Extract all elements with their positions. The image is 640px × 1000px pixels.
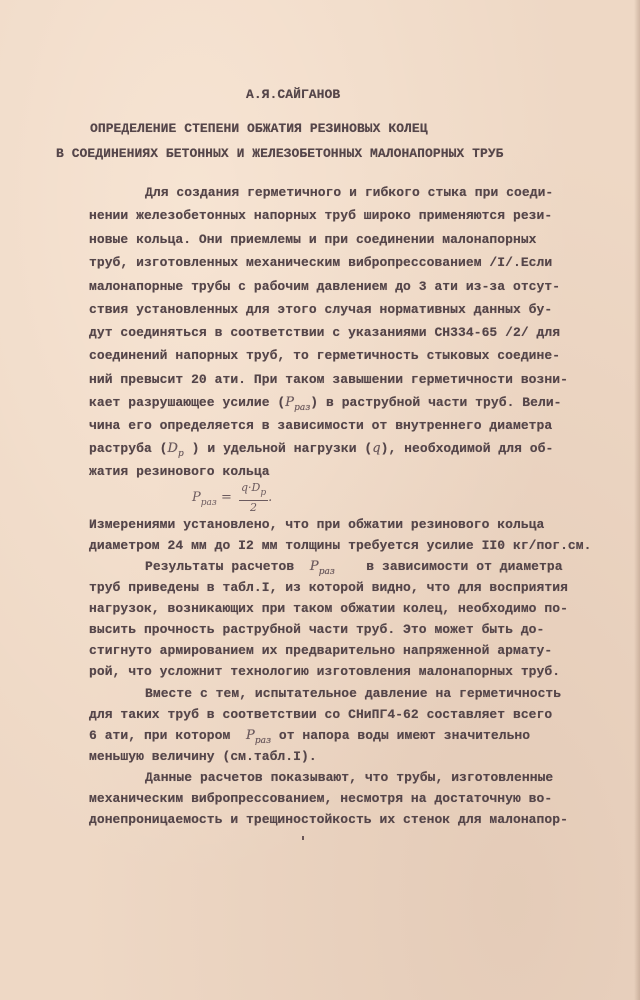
text-line: дут соединяться в соответствии с указаниями СН334-65 /2/ для — [89, 325, 561, 340]
text-segment: от напора воды имеют значительно — [271, 728, 531, 743]
formula-lhs-sub: раз — [200, 498, 217, 508]
text-line: для таких труб в соответствии со СНиПГ4-62 составляет всего — [89, 707, 553, 722]
text-segment: в зависимости от диаметра — [334, 559, 563, 574]
formula-end: . — [268, 490, 273, 505]
formula-lhs: P — [192, 490, 201, 505]
text-line: чина его определяется в зависимости от внутреннего диаметра — [89, 418, 553, 433]
text-segment: 6 ати, при котором — [89, 728, 247, 743]
page-edge — [634, 0, 640, 1000]
text-line: стигнуто армированием их предварительно напряженной армату- — [89, 643, 553, 658]
text-line: малонапорные трубы с рабочим давлением до 3 ати из-за отсут- — [89, 279, 561, 294]
formula-num-text: q·D — [240, 481, 261, 494]
text-line: труб приведены в табл.I, из которой видно, что для восприятия — [89, 580, 568, 595]
handwritten-symbol: раз — [254, 736, 272, 746]
handwritten-symbol: P — [309, 559, 319, 574]
text-line: меньшую величину (см.табл.I). — [89, 749, 317, 764]
text-line: диаметром 24 мм до I2 мм толщины требуется усилие II0 кг/пог.см. — [89, 538, 592, 553]
text-line: Данные расчетов показывают, что трубы, изготовленные — [145, 770, 554, 785]
handwritten-symbol: раз — [318, 567, 335, 577]
text-line — [89, 395, 562, 416]
text-line: рой, что усложнит технологию изготовления малонапорных труб. — [89, 664, 561, 679]
handwritten-symbol: р — [178, 449, 184, 459]
text-line: труб, изготовленных механическим вибропрессованием /I/.Если — [89, 255, 553, 270]
handwritten-symbol: раз — [294, 403, 311, 413]
ink-mark — [302, 836, 304, 840]
formula-eq: = — [220, 490, 232, 505]
text-segment: раструба ( — [89, 441, 168, 456]
text-line: жатия резинового кольца — [89, 464, 270, 479]
text-line — [89, 441, 553, 462]
text-line: Для создания герметичного и гибкого стыка при соеди- — [145, 185, 554, 200]
text-segment: Результаты расчетов — [145, 559, 310, 574]
text-line: нагрузок, возникающих при таком обжатии колец, необходимо по- — [89, 601, 568, 616]
text-line — [145, 559, 563, 580]
author: А.Я.САЙГАНОВ — [246, 87, 341, 102]
text-segment: кает разрушающее усилие ( — [89, 395, 286, 410]
text-line: новые кольца. Они приемлемы и при соединении малонапорных — [89, 232, 537, 247]
title-line-2: В СОЕДИНЕНИЯХ БЕТОННЫХ И ЖЕЛЕЗОБЕТОННЫХ МАЛОНАПОРНЫХ ТРУБ — [56, 146, 504, 161]
text-line: донепроницаемость и трещиностойкость их стенок для малонапор- — [89, 812, 568, 827]
text-line: ний превысит 20 ати. При таком завышении герметичности возни- — [89, 372, 568, 387]
text-segment: ) в раструбной части труб. Вели- — [310, 395, 562, 410]
text-line: соединений напорных труб, то герметичность стыковых соедине- — [89, 348, 561, 363]
text-segment: ) и удельной нагрузки ( — [183, 441, 373, 456]
formula-numerator — [239, 481, 268, 501]
text-line — [89, 728, 530, 749]
handwritten-symbol: D — [167, 441, 178, 456]
handwritten-symbol: P — [285, 395, 295, 410]
formula-denominator: 2 — [250, 501, 258, 514]
title-line-1: ОПРЕДЕЛЕНИЕ СТЕПЕНИ ОБЖАТИЯ РЕЗИНОВЫХ КОЛЕЦ — [90, 121, 428, 136]
formula — [192, 481, 272, 514]
text-line: высить прочность раструбной части труб. Это может быть до- — [89, 622, 545, 637]
formula-num-sub: р — [260, 488, 267, 498]
text-line: нении железобетонных напорных труб широко применяются рези- — [89, 208, 553, 223]
text-line: ствия установленных для этого случая нормативных данных бу- — [89, 302, 553, 317]
handwritten-symbol: P — [246, 728, 255, 743]
text-line: Вместе с тем, испытательное давление на герметичность — [145, 686, 562, 701]
text-segment: ), необходимой для об- — [380, 441, 554, 456]
handwritten-symbol: q — [372, 441, 381, 456]
text-line: механическим вибропрессованием, несмотря на достаточную во- — [89, 791, 553, 806]
text-line: Измерениями установлено, что при обжатии резинового кольца — [89, 517, 545, 532]
formula-fraction — [239, 481, 268, 514]
